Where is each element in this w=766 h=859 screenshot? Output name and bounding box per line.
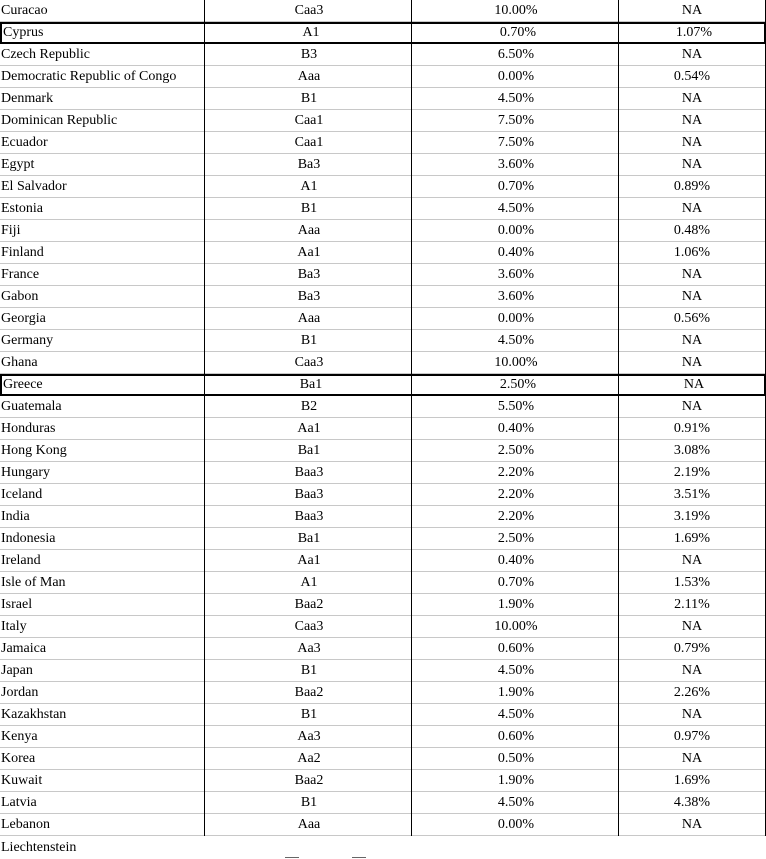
- cds-cell: 1.69%: [673, 531, 711, 546]
- cds-cell: 4.38%: [673, 795, 711, 810]
- table-row: [0, 814, 766, 836]
- table-row: [0, 352, 766, 374]
- rating-cell: Caa3: [294, 619, 324, 634]
- country-cell: Korea: [1, 751, 36, 766]
- country-cell: Hungary: [1, 465, 50, 480]
- country-cell: Germany: [1, 333, 54, 348]
- rating-cell: Caa3: [294, 3, 324, 18]
- cds-cell: NA: [681, 619, 703, 634]
- country-cell: India: [1, 509, 30, 524]
- premium-cell: 4.50%: [497, 707, 535, 722]
- premium-cell: 6.50%: [497, 47, 535, 62]
- premium-cell: 2.20%: [497, 509, 535, 524]
- country-cell: Finland: [1, 245, 44, 260]
- premium-cell: 5.50%: [497, 399, 535, 414]
- premium-cell: 4.50%: [497, 333, 535, 348]
- cds-cell: 1.53%: [673, 575, 711, 590]
- table-row: [0, 748, 766, 770]
- country-cell: Kenya: [1, 729, 38, 744]
- cds-cell: NA: [683, 377, 705, 392]
- premium-cell: 2.50%: [497, 531, 535, 546]
- cds-cell: 3.08%: [673, 443, 711, 458]
- rating-cell: Aa1: [297, 245, 321, 260]
- premium-cell: 7.50%: [497, 113, 535, 128]
- column-divider: [204, 0, 205, 836]
- country-cell: Fiji: [1, 223, 21, 238]
- column-divider: [618, 0, 619, 836]
- rating-cell: Baa2: [294, 685, 324, 700]
- rating-cell: Baa3: [294, 465, 324, 480]
- table-row: [0, 242, 766, 264]
- country-cell: Georgia: [1, 311, 46, 326]
- rating-cell: Aaa: [297, 69, 321, 84]
- cds-cell: NA: [681, 817, 703, 832]
- country-cell: Isle of Man: [1, 575, 66, 590]
- cds-cell: NA: [681, 3, 703, 18]
- country-cell: Gabon: [1, 289, 39, 304]
- rating-cell: B1: [300, 333, 318, 348]
- premium-cell: 0.40%: [497, 245, 535, 260]
- premium-cell: 0.50%: [497, 751, 535, 766]
- table-row: [0, 308, 766, 330]
- premium-cell: 1.90%: [497, 685, 535, 700]
- premium-cell: 2.50%: [499, 377, 537, 392]
- table-row: [0, 594, 766, 616]
- premium-cell: 0.00%: [497, 69, 535, 84]
- table-row: [0, 396, 766, 418]
- rating-cell: Aa3: [297, 729, 321, 744]
- cds-cell: 0.56%: [673, 311, 711, 326]
- premium-cell: 4.50%: [497, 663, 535, 678]
- country-cell: Ireland: [1, 553, 41, 568]
- cds-cell: NA: [681, 113, 703, 128]
- country-cell: Egypt: [1, 157, 35, 172]
- page-mark: [352, 857, 366, 858]
- country-cell: Liechtenstein: [1, 840, 77, 855]
- rating-cell: B3: [300, 47, 318, 62]
- table-row: [0, 374, 766, 396]
- table-row: [0, 176, 766, 198]
- cds-cell: NA: [681, 663, 703, 678]
- table-row: [0, 22, 766, 44]
- country-cell: Honduras: [1, 421, 56, 436]
- rating-cell: Aa1: [297, 421, 321, 436]
- rating-cell: Aa3: [297, 641, 321, 656]
- premium-cell: 3.60%: [497, 289, 535, 304]
- cds-cell: 2.26%: [673, 685, 711, 700]
- country-cell: Estonia: [1, 201, 43, 216]
- rating-cell: Ba3: [297, 157, 321, 172]
- table-row: [0, 506, 766, 528]
- country-cell: Ghana: [1, 355, 38, 370]
- table-row: [0, 484, 766, 506]
- rating-cell: Aaa: [297, 223, 321, 238]
- cds-cell: 3.51%: [673, 487, 711, 502]
- table-row: [0, 264, 766, 286]
- table-row: [0, 220, 766, 242]
- country-cell: France: [1, 267, 40, 282]
- cds-cell: NA: [681, 399, 703, 414]
- cds-cell: NA: [681, 91, 703, 106]
- premium-cell: 4.50%: [497, 91, 535, 106]
- country-cell: Hong Kong: [1, 443, 67, 458]
- cds-cell: 2.11%: [674, 597, 710, 612]
- table-row: [0, 682, 766, 704]
- cds-cell: 1.07%: [675, 25, 713, 40]
- rating-cell: B1: [300, 707, 318, 722]
- country-cell: Greece: [3, 377, 43, 392]
- premium-cell: 1.90%: [497, 773, 535, 788]
- table-row: [0, 286, 766, 308]
- country-cell: Jordan: [1, 685, 39, 700]
- table-row: [0, 330, 766, 352]
- cds-cell: 0.89%: [673, 179, 711, 194]
- table-row: [0, 528, 766, 550]
- premium-cell: 2.50%: [497, 443, 535, 458]
- premium-cell: 0.00%: [497, 311, 535, 326]
- country-cell: Guatemala: [1, 399, 62, 414]
- premium-cell: 0.70%: [497, 179, 535, 194]
- cds-cell: NA: [681, 135, 703, 150]
- premium-cell: 2.20%: [497, 465, 535, 480]
- country-cell: Japan: [1, 663, 33, 678]
- rating-cell: B2: [300, 399, 318, 414]
- table-row: [0, 462, 766, 484]
- table-row: [0, 66, 766, 88]
- country-cell: Ecuador: [1, 135, 48, 150]
- country-cell: Lebanon: [1, 817, 50, 832]
- country-cell: Italy: [1, 619, 27, 634]
- rating-cell: B1: [300, 663, 318, 678]
- rating-cell: Aaa: [297, 311, 321, 326]
- rating-cell: Ba1: [299, 377, 323, 392]
- rating-cell: Caa3: [294, 355, 324, 370]
- cds-cell: 3.19%: [673, 509, 711, 524]
- premium-cell: 10.00%: [494, 3, 538, 18]
- premium-cell: 10.00%: [494, 355, 538, 370]
- cds-cell: 0.48%: [673, 223, 711, 238]
- premium-cell: 3.60%: [497, 157, 535, 172]
- country-cell: Indonesia: [1, 531, 56, 546]
- country-cell: Denmark: [1, 91, 54, 106]
- premium-cell: 0.00%: [497, 223, 535, 238]
- cds-cell: 1.69%: [673, 773, 711, 788]
- rating-cell: Baa3: [294, 509, 324, 524]
- cds-cell: NA: [681, 267, 703, 282]
- rating-cell: Aaa: [297, 817, 321, 832]
- rating-cell: Ba3: [297, 267, 321, 282]
- premium-cell: 7.50%: [497, 135, 535, 150]
- table-row-partial: [0, 836, 766, 859]
- table-row: [0, 616, 766, 638]
- country-cell: Latvia: [1, 795, 37, 810]
- premium-cell: 0.00%: [497, 817, 535, 832]
- country-cell: Curacao: [1, 3, 48, 18]
- country-cell: Iceland: [1, 487, 43, 502]
- premium-cell: 2.20%: [497, 487, 535, 502]
- cds-cell: NA: [681, 157, 703, 172]
- rating-cell: B1: [300, 91, 318, 106]
- rating-cell: Baa3: [294, 487, 324, 502]
- table-row: [0, 792, 766, 814]
- premium-cell: 0.60%: [497, 641, 535, 656]
- premium-cell: 1.90%: [497, 597, 535, 612]
- rating-cell: Aa1: [297, 553, 321, 568]
- cds-cell: NA: [681, 333, 703, 348]
- rating-cell: Caa1: [294, 135, 324, 150]
- cds-cell: 0.91%: [673, 421, 711, 436]
- table-row: [0, 132, 766, 154]
- country-cell: Czech Republic: [1, 47, 91, 62]
- country-cell: Dominican Republic: [1, 113, 118, 128]
- table-row: [0, 770, 766, 792]
- country-cell: Cyprus: [3, 25, 44, 40]
- rating-cell: Ba1: [297, 531, 321, 546]
- rating-cell: Caa1: [294, 113, 324, 128]
- cds-cell: 2.19%: [673, 465, 711, 480]
- rating-cell: B1: [300, 201, 318, 216]
- premium-cell: 3.60%: [497, 267, 535, 282]
- column-divider: [411, 0, 412, 836]
- cds-cell: NA: [681, 707, 703, 722]
- country-cell: Kuwait: [1, 773, 43, 788]
- page-mark: [285, 857, 299, 858]
- country-cell: Democratic Republic of Congo: [1, 69, 177, 84]
- table-row: [0, 88, 766, 110]
- table-row: [0, 198, 766, 220]
- cds-cell: NA: [681, 751, 703, 766]
- table-row: [0, 550, 766, 572]
- cds-cell: NA: [681, 355, 703, 370]
- cds-cell: 0.54%: [673, 69, 711, 84]
- rating-cell: Ba1: [297, 443, 321, 458]
- premium-cell: 0.40%: [497, 553, 535, 568]
- cds-cell: NA: [681, 201, 703, 216]
- cds-cell: 0.97%: [673, 729, 711, 744]
- premium-cell: 4.50%: [497, 201, 535, 216]
- table-row: [0, 0, 766, 22]
- cds-cell: 0.79%: [673, 641, 711, 656]
- rating-cell: Baa2: [294, 773, 324, 788]
- rating-cell: Baa2: [294, 597, 324, 612]
- rating-cell: Aa2: [297, 751, 321, 766]
- cds-cell: NA: [681, 47, 703, 62]
- premium-cell: 0.40%: [497, 421, 535, 436]
- cds-cell: NA: [681, 553, 703, 568]
- rating-cell: A1: [302, 25, 320, 40]
- table-row: [0, 638, 766, 660]
- premium-cell: 4.50%: [497, 795, 535, 810]
- country-cell: Israel: [1, 597, 33, 612]
- country-cell: El Salvador: [1, 179, 67, 194]
- rating-cell: Ba3: [297, 289, 321, 304]
- table-row: [0, 110, 766, 132]
- premium-cell: 10.00%: [494, 619, 538, 634]
- cds-cell: 1.06%: [673, 245, 711, 260]
- cds-cell: NA: [681, 289, 703, 304]
- table-row: [0, 726, 766, 748]
- premium-cell: 0.70%: [497, 575, 535, 590]
- table-row: [0, 572, 766, 594]
- table-row: [0, 418, 766, 440]
- country-cell: Jamaica: [1, 641, 47, 656]
- table-row: [0, 660, 766, 682]
- rating-cell: A1: [300, 575, 318, 590]
- rating-cell: B1: [300, 795, 318, 810]
- table-row: [0, 154, 766, 176]
- premium-cell: 0.70%: [499, 25, 537, 40]
- country-cell: Kazakhstan: [1, 707, 67, 722]
- premium-cell: 0.60%: [497, 729, 535, 744]
- table-row: [0, 704, 766, 726]
- rating-cell: A1: [300, 179, 318, 194]
- table-row: [0, 44, 766, 66]
- table-row: [0, 440, 766, 462]
